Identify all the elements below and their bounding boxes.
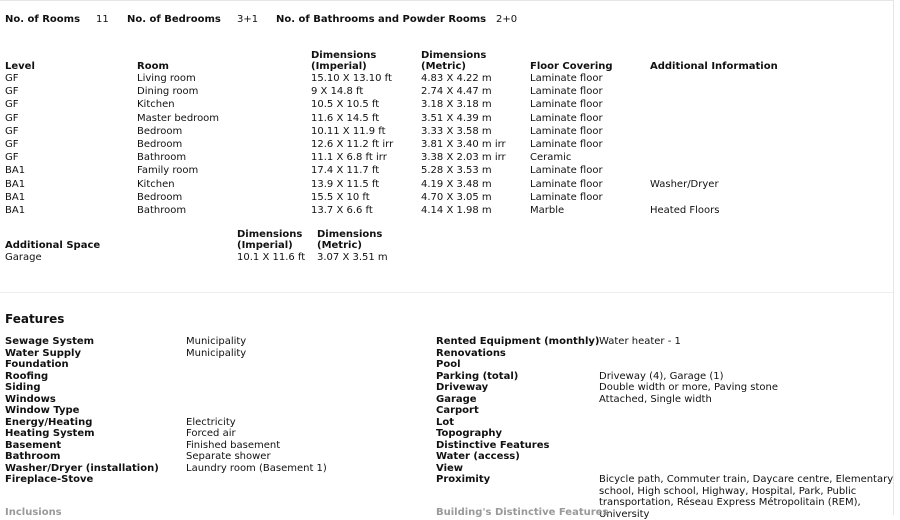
cell-level: GF [5, 112, 19, 124]
bedrooms-value: 3+1 [237, 14, 259, 25]
cell-room: Dining room [137, 86, 199, 98]
feature-value [599, 428, 894, 440]
cell-level: BA1 [5, 204, 26, 216]
feature-label: Washer/Dryer (installation) [5, 462, 159, 474]
feature-label: Roofing [5, 370, 49, 382]
section-divider [0, 292, 893, 293]
feature-label: Basement [5, 439, 62, 451]
feature-label: Rented Equipment (monthly) [436, 336, 600, 347]
cell-info [650, 151, 790, 164]
feature-label: Window Type [5, 405, 80, 416]
header-level: Level [5, 61, 35, 72]
feature-label: Foundation [5, 359, 69, 370]
cell-info [650, 98, 790, 111]
feature-value: Driveway (4), Garage (1) [599, 370, 724, 382]
cell-room: Bathroom [137, 152, 187, 164]
cell-metric: 5.28 X 3.53 m [421, 165, 492, 177]
cell-room: Kitchen [137, 99, 175, 111]
header-dim-metric: Dimensions (Metric) [421, 50, 487, 72]
feature-label: Proximity [436, 474, 491, 485]
cell-room: Living room [137, 73, 196, 85]
feature-value: Water heater - 1 [599, 336, 681, 347]
table-row [5, 138, 790, 151]
cell-info [650, 138, 790, 151]
header-room: Room [137, 61, 169, 72]
cell-imperial: 10.11 X 11.9 ft [311, 125, 386, 137]
cell-imperial: 11.6 X 14.5 ft [311, 112, 380, 124]
feature-label: Water (access) [436, 451, 520, 462]
feature-label: Topography [436, 428, 503, 439]
rooms-label: No. of Rooms [5, 14, 81, 25]
feature-label: Garage [436, 393, 477, 405]
features-right-labels [436, 336, 599, 486]
feature-label: Lot [436, 416, 455, 428]
feature-label: Bathroom [5, 451, 61, 462]
feature-value [599, 348, 894, 360]
cell-imperial: 15.10 X 13.10 ft [311, 73, 392, 85]
building-features-heading-cut: Building's Distinctive Features [436, 507, 609, 518]
cell-room: Kitchen [137, 178, 175, 190]
feature-label: Heating System [5, 428, 95, 439]
feature-value: Double width or more, Paving stone [599, 382, 779, 393]
header-dim-imperial: Dimensions (Imperial) [311, 50, 377, 72]
cell-floor: Marble [530, 204, 565, 216]
bathrooms-value: 2+0 [496, 14, 518, 25]
features-right-values [599, 336, 894, 520]
feature-value: Finished basement [186, 439, 281, 451]
cell-info [650, 164, 790, 177]
cell-level: GF [5, 99, 19, 111]
cell-info: Heated Floors [650, 204, 720, 216]
header-space-dim-imperial: Dimensions (Imperial) [237, 229, 303, 251]
cell-info [650, 72, 790, 85]
feature-value [186, 359, 327, 371]
additional-space-header [5, 227, 407, 251]
cell-level: GF [5, 86, 19, 98]
feature-label: Renovations [436, 347, 506, 359]
cell-imperial: 10.5 X 10.5 ft [311, 99, 380, 111]
cell-level: BA1 [5, 191, 26, 203]
cell-level: GF [5, 139, 19, 151]
cell-metric: 3.38 X 2.03 m irr [421, 152, 506, 164]
cell-imperial: 11.1 X 6.8 ft irr [311, 152, 387, 164]
cell-floor: Laminate floor [530, 191, 603, 203]
table-row [5, 98, 790, 111]
cell-imperial: 13.9 X 11.5 ft [311, 178, 380, 190]
table-row [5, 112, 790, 125]
cell-floor: Ceramic [530, 152, 572, 164]
table-row [5, 72, 790, 85]
cell-room: Master bedroom [137, 112, 220, 124]
cell-level: GF [5, 152, 19, 164]
table-row [5, 191, 790, 204]
cell-metric: 3.18 X 3.18 m [421, 99, 492, 111]
feature-value: Electricity [186, 416, 236, 428]
feature-value: Attached, Single width [599, 393, 712, 405]
table-row [5, 204, 790, 217]
table-row [5, 164, 790, 177]
features-left-labels [5, 336, 159, 486]
cell-metric: 2.74 X 4.47 m [421, 86, 492, 98]
cell-level: GF [5, 73, 19, 85]
cell-floor: Laminate floor [530, 165, 603, 177]
cell-floor: Laminate floor [530, 139, 603, 151]
cell-room: Bathroom [137, 204, 187, 216]
feature-value [599, 405, 894, 417]
feature-label: Sewage System [5, 336, 95, 347]
cell-metric: 4.19 X 3.48 m [421, 178, 492, 190]
cell-metric: 3.51 X 4.39 m [421, 112, 492, 124]
rooms-table [5, 48, 790, 217]
feature-label: Windows [5, 393, 56, 405]
cell-imperial: 12.6 X 11.2 ft irr [311, 139, 394, 151]
cell-imperial: 15.5 X 10 ft [311, 191, 370, 203]
cell-floor: Laminate floor [530, 99, 603, 111]
additional-space-table [5, 227, 407, 264]
feature-label: View [436, 462, 464, 474]
cell-info [650, 85, 790, 98]
feature-value [599, 440, 894, 452]
feature-label: Driveway [436, 382, 489, 393]
cell-room: Bedroom [137, 139, 183, 151]
cell-info [650, 191, 790, 204]
cell-floor: Laminate floor [530, 112, 603, 124]
feature-label: Energy/Heating [5, 416, 93, 428]
table-row [5, 85, 790, 98]
cell-imperial: 17.4 X 11.7 ft [311, 165, 380, 177]
cell-info [650, 125, 790, 138]
feature-label: Siding [5, 382, 41, 393]
header-additional-info: Additional Information [650, 61, 778, 72]
feature-label: Distinctive Features [436, 439, 550, 451]
rooms-value: 11 [96, 14, 109, 25]
cell-imperial: 13.7 X 6.6 ft [311, 204, 373, 216]
feature-value [186, 394, 327, 406]
features-title: Features [5, 312, 65, 326]
cell-space: Garage [5, 252, 42, 263]
cell-floor: Laminate floor [530, 178, 603, 190]
cell-floor: Laminate floor [530, 86, 603, 98]
feature-value: Separate shower [186, 451, 271, 462]
features-left-values [186, 336, 327, 486]
cell-imperial: 9 X 14.8 ft [311, 86, 364, 98]
cell-room: Bedroom [137, 125, 183, 137]
table-row [5, 151, 790, 164]
feature-label: Carport [436, 405, 479, 416]
cell-room: Bedroom [137, 191, 183, 203]
cell-metric: 3.07 X 3.51 m [317, 252, 388, 263]
feature-value [186, 371, 327, 383]
feature-value [599, 451, 894, 463]
feature-value: Bicycle path, Commuter train, Daycare centre, Elementary school, High school, Highway, Hospital, Park, Public transportation, Réseau Express Métropolitain (REM), University [599, 474, 894, 520]
feature-label: Fireplace-Stove [5, 474, 94, 485]
cell-metric: 4.83 X 4.22 m [421, 73, 492, 85]
header-additional-space: Additional Space [5, 240, 101, 251]
feature-value [186, 474, 327, 486]
cell-floor: Laminate floor [530, 73, 603, 85]
cell-level: GF [5, 125, 19, 137]
table-row [5, 178, 790, 191]
bathrooms-label: No. of Bathrooms and Powder Rooms [276, 14, 487, 25]
header-space-dim-metric: Dimensions (Metric) [317, 229, 383, 251]
feature-label: Water Supply [5, 347, 81, 359]
feature-value: Municipality [186, 347, 247, 359]
header-floor-covering: Floor Covering [530, 61, 613, 72]
cell-metric: 4.14 X 1.98 m [421, 204, 492, 216]
feature-value: Forced air [186, 428, 236, 439]
cell-room: Family room [137, 165, 199, 177]
feature-value [186, 405, 327, 417]
cell-metric: 4.70 X 3.05 m [421, 191, 492, 203]
feature-value [599, 463, 894, 475]
feature-value: Municipality [186, 336, 247, 347]
feature-value [599, 417, 894, 429]
table-row [5, 125, 790, 138]
table-row [5, 251, 407, 264]
cell-floor: Laminate floor [530, 125, 603, 137]
feature-label: Parking (total) [436, 370, 519, 382]
rooms-table-header [5, 48, 790, 72]
inclusions-heading-cut: Inclusions [5, 507, 62, 518]
top-border [0, 0, 893, 1]
feature-label: Pool [436, 359, 461, 370]
cell-info [650, 112, 790, 125]
bedrooms-label: No. of Bedrooms [127, 14, 221, 25]
cell-level: BA1 [5, 165, 26, 177]
feature-value: Laundry room (Basement 1) [186, 462, 327, 474]
cell-metric: 3.33 X 3.58 m [421, 125, 492, 137]
cell-imperial: 10.1 X 11.6 ft [237, 252, 306, 263]
feature-value [186, 382, 327, 394]
feature-value [599, 359, 894, 371]
cell-metric: 3.81 X 3.40 m irr [421, 139, 506, 151]
cell-level: BA1 [5, 178, 26, 190]
cell-info: Washer/Dryer [650, 178, 719, 190]
